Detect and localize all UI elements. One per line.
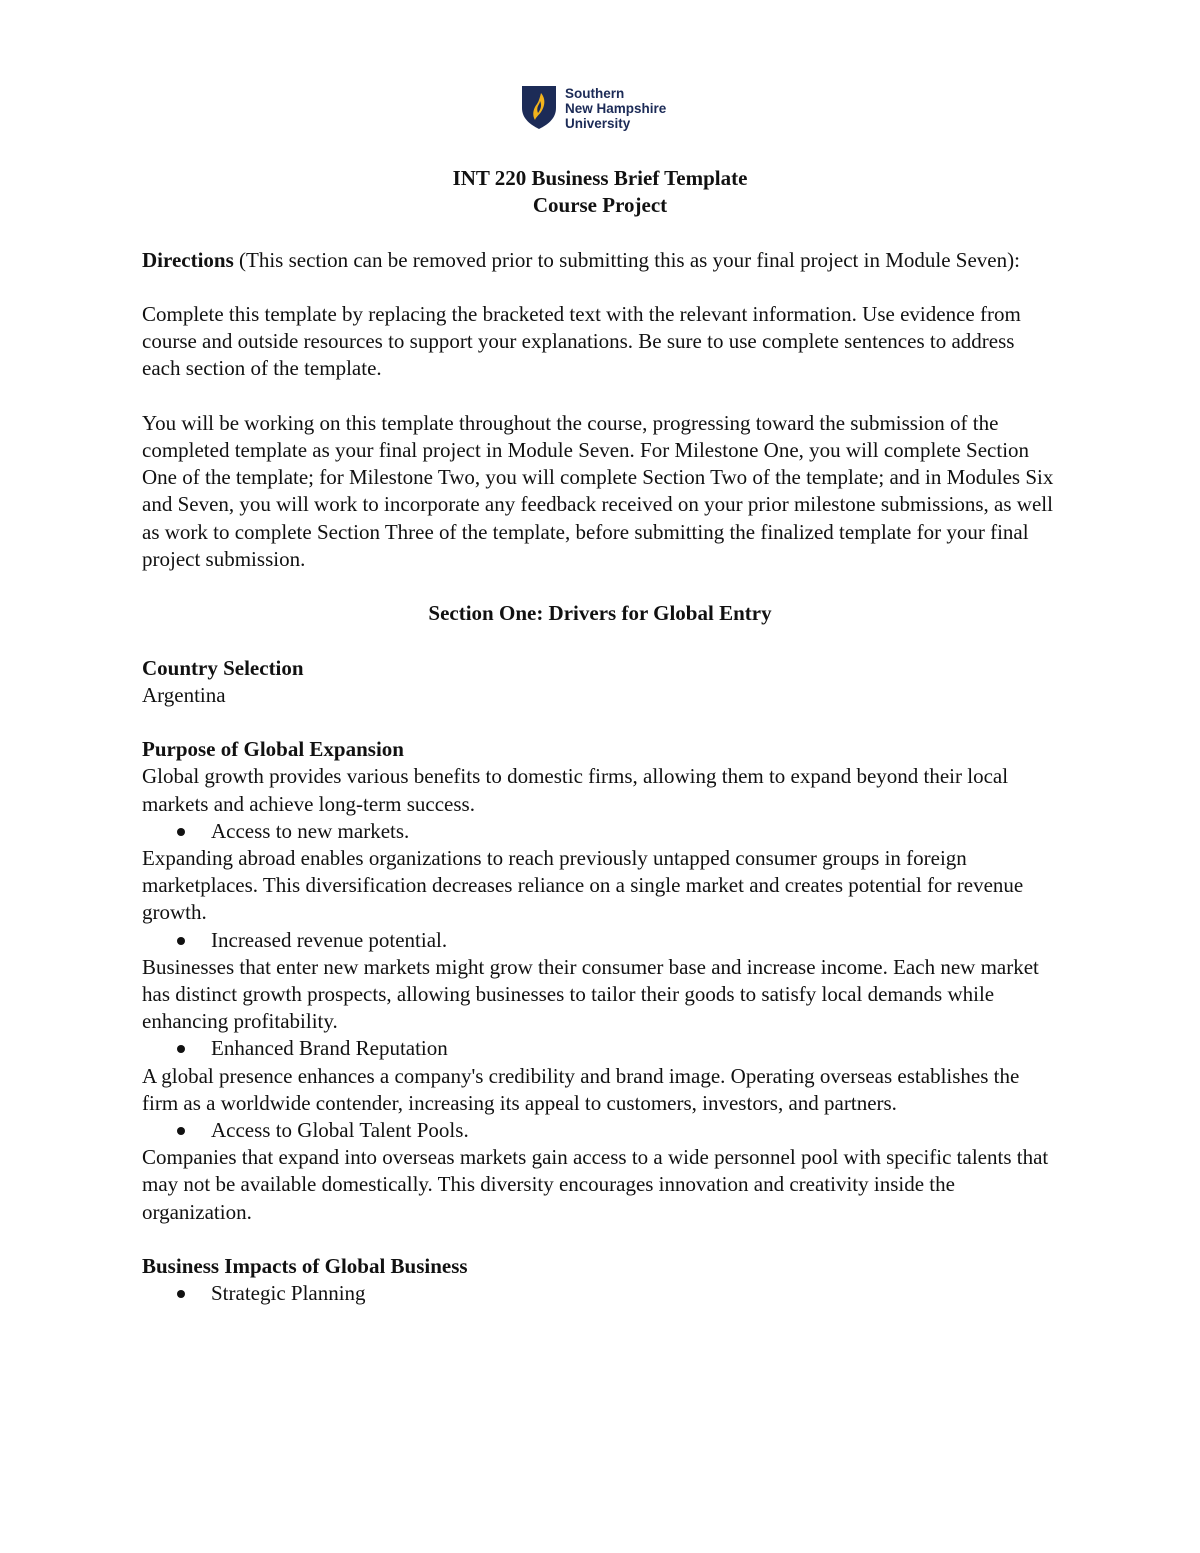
purpose-bullet-4 — [142, 1117, 1058, 1144]
purpose-bullet-3 — [142, 1035, 1058, 1062]
purpose-paragraph-2: Businesses that enter new markets might grow their consumer base and increase income. Each new market has distinct growth prospects, allowing businesses to tailor their goods to satisfy local demands while enhancing profitability. — [142, 954, 1039, 1034]
country-selection-value: Argentina — [142, 682, 226, 707]
university-logo — [520, 84, 666, 132]
list-item: Access to new markets. — [142, 818, 1058, 845]
logo-line-3: University — [565, 116, 631, 131]
section-one-title: Section One: Drivers for Global Entry — [428, 601, 772, 626]
logo-wordmark — [565, 86, 666, 131]
purpose-bullet-1 — [142, 818, 1058, 845]
purpose-paragraph-1: Expanding abroad enables organizations to reach previously untapped consumer groups in foreign marketplaces. This diversification decreases reliance on a single market and creates potential for revenue growth. — [142, 845, 1024, 925]
list-item: Enhanced Brand Reputation — [142, 1035, 1058, 1062]
impacts-bullet-list — [142, 1280, 1058, 1307]
directions-paragraph-2: You will be working on this template throughout the course, progressing toward the submission of the completed template as your final project in Module Seven. For Milestone One, you will complete Section One of the template; for Milestone Two, you will complete Section Two of the template; and in Modules Six and Seven, you will work to incorporate any feedback received on your prior milestone submissions, as well as work to complete Section Three of the template, before submitting the finalized template for your final project submission. — [142, 410, 1054, 571]
purpose-intro: Global growth provides various benefits to domestic firms, allowing them to expand beyond their local markets and achieve long-term success. — [142, 764, 1009, 816]
document-body — [142, 165, 1058, 1307]
directions-paragraph — [142, 247, 1058, 274]
shield-flame-icon — [520, 84, 558, 130]
logo-line-2: New Hampshire — [565, 101, 667, 116]
list-item: Access to Global Talent Pools. — [142, 1117, 1058, 1144]
list-item: Strategic Planning — [142, 1280, 1058, 1307]
list-item: Increased revenue potential. — [142, 927, 1058, 954]
directions-label: Directions — [142, 247, 234, 272]
logo-line-1: Southern — [565, 86, 625, 101]
purpose-paragraph-4: Companies that expand into overseas markets gain access to a wide personnel pool with specific talents that may not be available domestically. This diversity encourages innovation and creativity inside the organization. — [142, 1145, 1049, 1224]
directions-paragraph-1: Complete this template by replacing the bracketed text with the relevant information. Use evidence from course and outside resources to support your explanations. Be sure to use complete sentences to address each section of the template. — [142, 301, 1021, 381]
document-title: INT 220 Business Brief Template — [452, 166, 748, 190]
purpose-paragraph-3: A global presence enhances a company's credibility and brand image. Operating overseas establishes the firm as a worldwide contender, increasing its appeal to customers, investors, and partners. — [142, 1063, 1020, 1115]
country-selection-heading: Country Selection — [142, 655, 304, 680]
business-impacts-heading: Business Impacts of Global Business — [142, 1254, 468, 1279]
directions-note: (This section can be removed prior to submitting this as your final project in Module Seven): — [233, 247, 1020, 272]
purpose-heading: Purpose of Global Expansion — [142, 737, 404, 762]
purpose-bullet-2 — [142, 927, 1058, 954]
document-subtitle: Course Project — [532, 193, 668, 218]
